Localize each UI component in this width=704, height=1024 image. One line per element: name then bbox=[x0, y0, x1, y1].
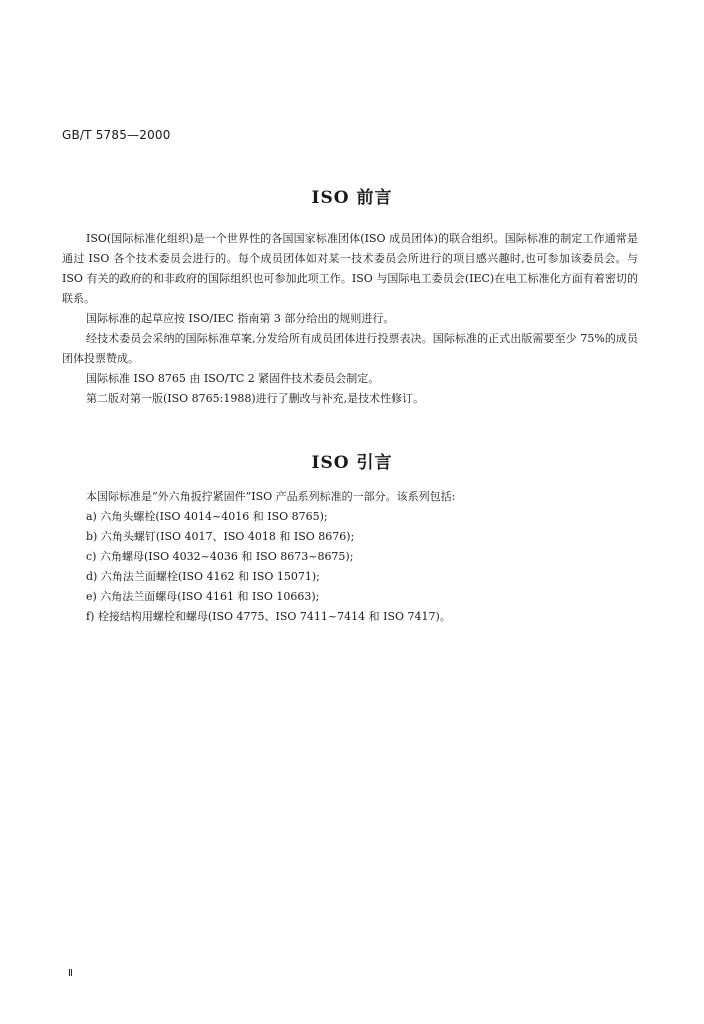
foreword-paragraph: ISO(国际标准化组织)是一个世界性的各国国家标准团体(ISO 成员团体)的联合组织。国际标准的制定工作通常是通过 ISO 各个技术委员会进行的。每个成员团体如对某一技术委员会所进行的项目感兴趣时,也可参加该委员会。与 ISO 有关的政府的和非政府的国际组织也可参加此项工作。ISO 与国际电工委员会(IEC)在电工标准化方面有着密切的联系。 bbox=[62, 232, 638, 305]
list-item: b) 六角头螺钉(ISO 4017、ISO 4018 和 ISO 8676); bbox=[86, 530, 355, 543]
foreword-paragraph: 国际标准 ISO 8765 由 ISO/TC 2 紧固件技术委员会制定。 bbox=[86, 372, 380, 385]
foreword-paragraph: 第二版对第一版(ISO 8765:1988)进行了删改与补充,是技术性修订。 bbox=[86, 392, 425, 405]
standard-code: GB/T 5785—2000 bbox=[62, 128, 171, 142]
list-item: a) 六角头螺栓(ISO 4014~4016 和 ISO 8765); bbox=[86, 510, 328, 523]
foreword-paragraph: 国际标准的起草应按 ISO/IEC 指南第 3 部分给出的规则进行。 bbox=[86, 312, 395, 325]
list-item: e) 六角法兰面螺母(ISO 4161 和 ISO 10663); bbox=[86, 590, 320, 603]
introduction-title: ISO 引言 bbox=[311, 453, 393, 473]
list-item: d) 六角法兰面螺栓(ISO 4162 和 ISO 15071); bbox=[86, 570, 320, 583]
foreword-paragraph: 经技术委员会采纳的国际标准草案,分发给所有成员团体进行投票表决。国际标准的正式出版需要至少 75%的成员团体投票赞成。 bbox=[62, 332, 638, 365]
page-number: Ⅱ bbox=[68, 968, 73, 979]
introduction-lead: 本国际标准是“外六角扳拧紧固件”ISO 产品系列标准的一部分。该系列包括: bbox=[86, 490, 456, 503]
foreword-body bbox=[62, 229, 638, 409]
introduction-body bbox=[62, 487, 638, 627]
foreword-title: ISO 前言 bbox=[311, 188, 393, 208]
list-item: f) 栓接结构用螺栓和螺母(ISO 4775、ISO 7411~7414 和 ISO 7417)。 bbox=[86, 610, 451, 623]
list-item: c) 六角螺母(ISO 4032~4036 和 ISO 8673~8675); bbox=[86, 550, 354, 563]
